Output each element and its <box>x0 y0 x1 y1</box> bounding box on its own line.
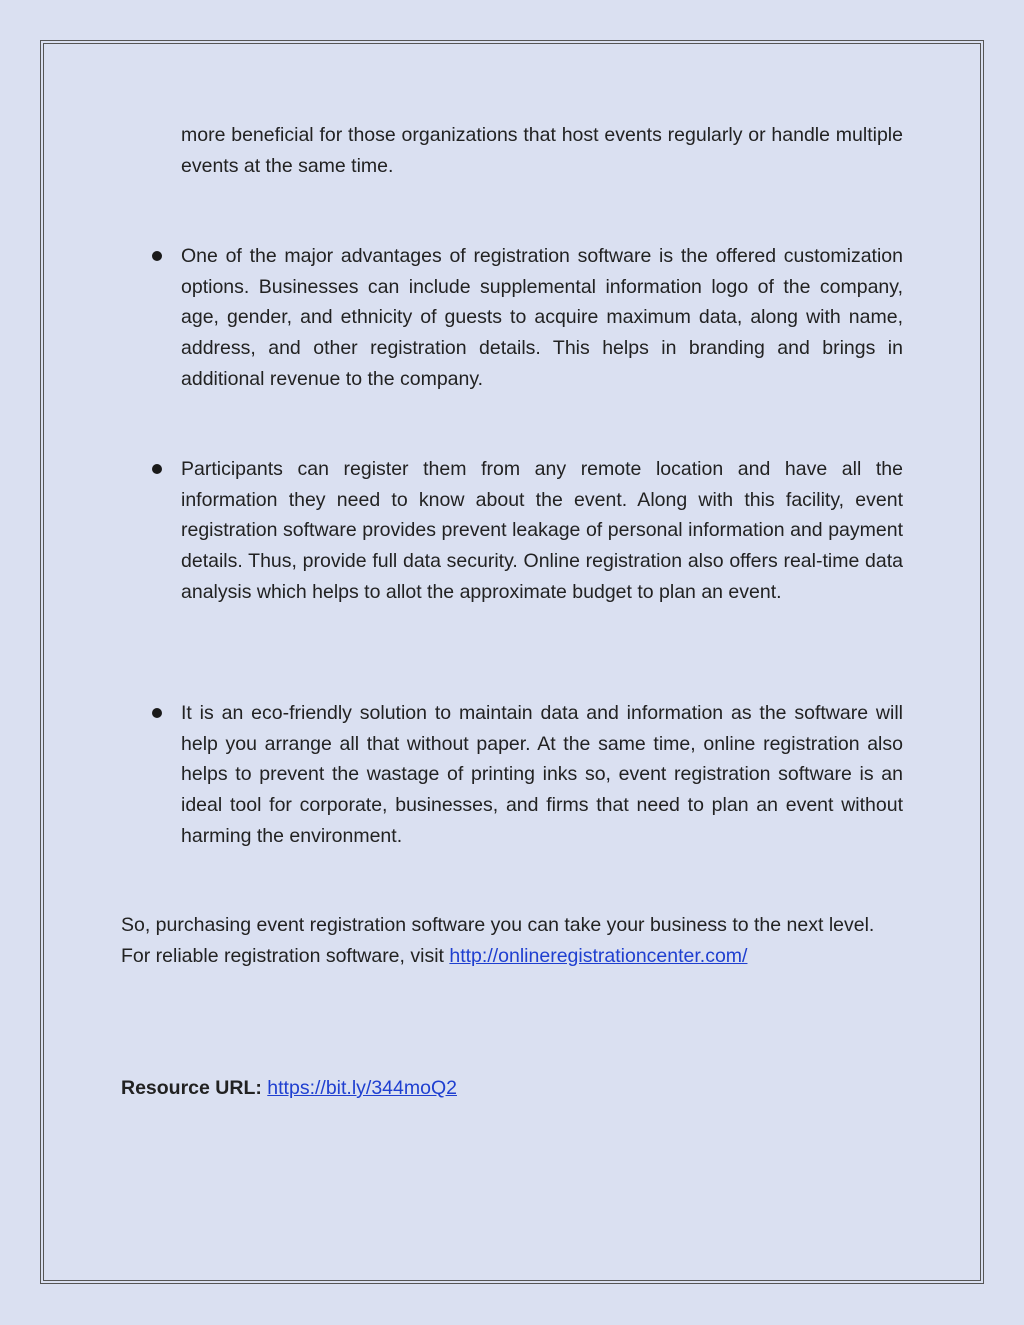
bullet-paragraph-customization: One of the major advantages of registration software is the offered customization options. Businesses can include supplemental information logo of the company, age, gender, and ethnicity of guests to acquire maximum data, along with name, address, and other registration details. This helps in branding and brings in additional revenue to the company. <box>181 245 903 390</box>
resource-url-link[interactable]: https://bit.ly/344moQ2 <box>267 1077 457 1099</box>
resource-line <box>121 1073 457 1104</box>
bullet-dot-2 <box>152 464 162 474</box>
intro-continuation-paragraph: more beneficial for those organizations that host events regularly or handle multiple events at the same time. <box>181 124 903 177</box>
onlineregistrationcenter-link[interactable]: http://onlineregistrationcenter.com/ <box>449 944 748 967</box>
closing-text: So, purchasing event registration software you can take your business to the next level. For reliable registration software, visit <box>121 914 875 967</box>
closing-paragraph <box>121 910 903 971</box>
bullet-dot-3 <box>152 708 162 718</box>
resource-url-label: Resource URL: <box>121 1077 262 1099</box>
bullet-paragraph-eco-friendly: It is an eco-friendly solution to maintain data and information as the software will help you arrange all that without paper. At the same time, online registration also helps to prevent the wastage of printing inks so, event registration software is an ideal tool for corporate, businesses, and firms that need to plan an event without harming the environment. <box>181 702 903 847</box>
bullet-paragraph-remote-registration: Participants can register them from any remote location and have all the information they need to know about the event. Along with this facility, event registration software provides prevent leakage of personal information and payment details. Thus, provide full data security. Online registration also offers real-time data analysis which helps to allot the approximate budget to plan an event. <box>181 458 903 603</box>
bullet-dot-1 <box>152 251 162 261</box>
